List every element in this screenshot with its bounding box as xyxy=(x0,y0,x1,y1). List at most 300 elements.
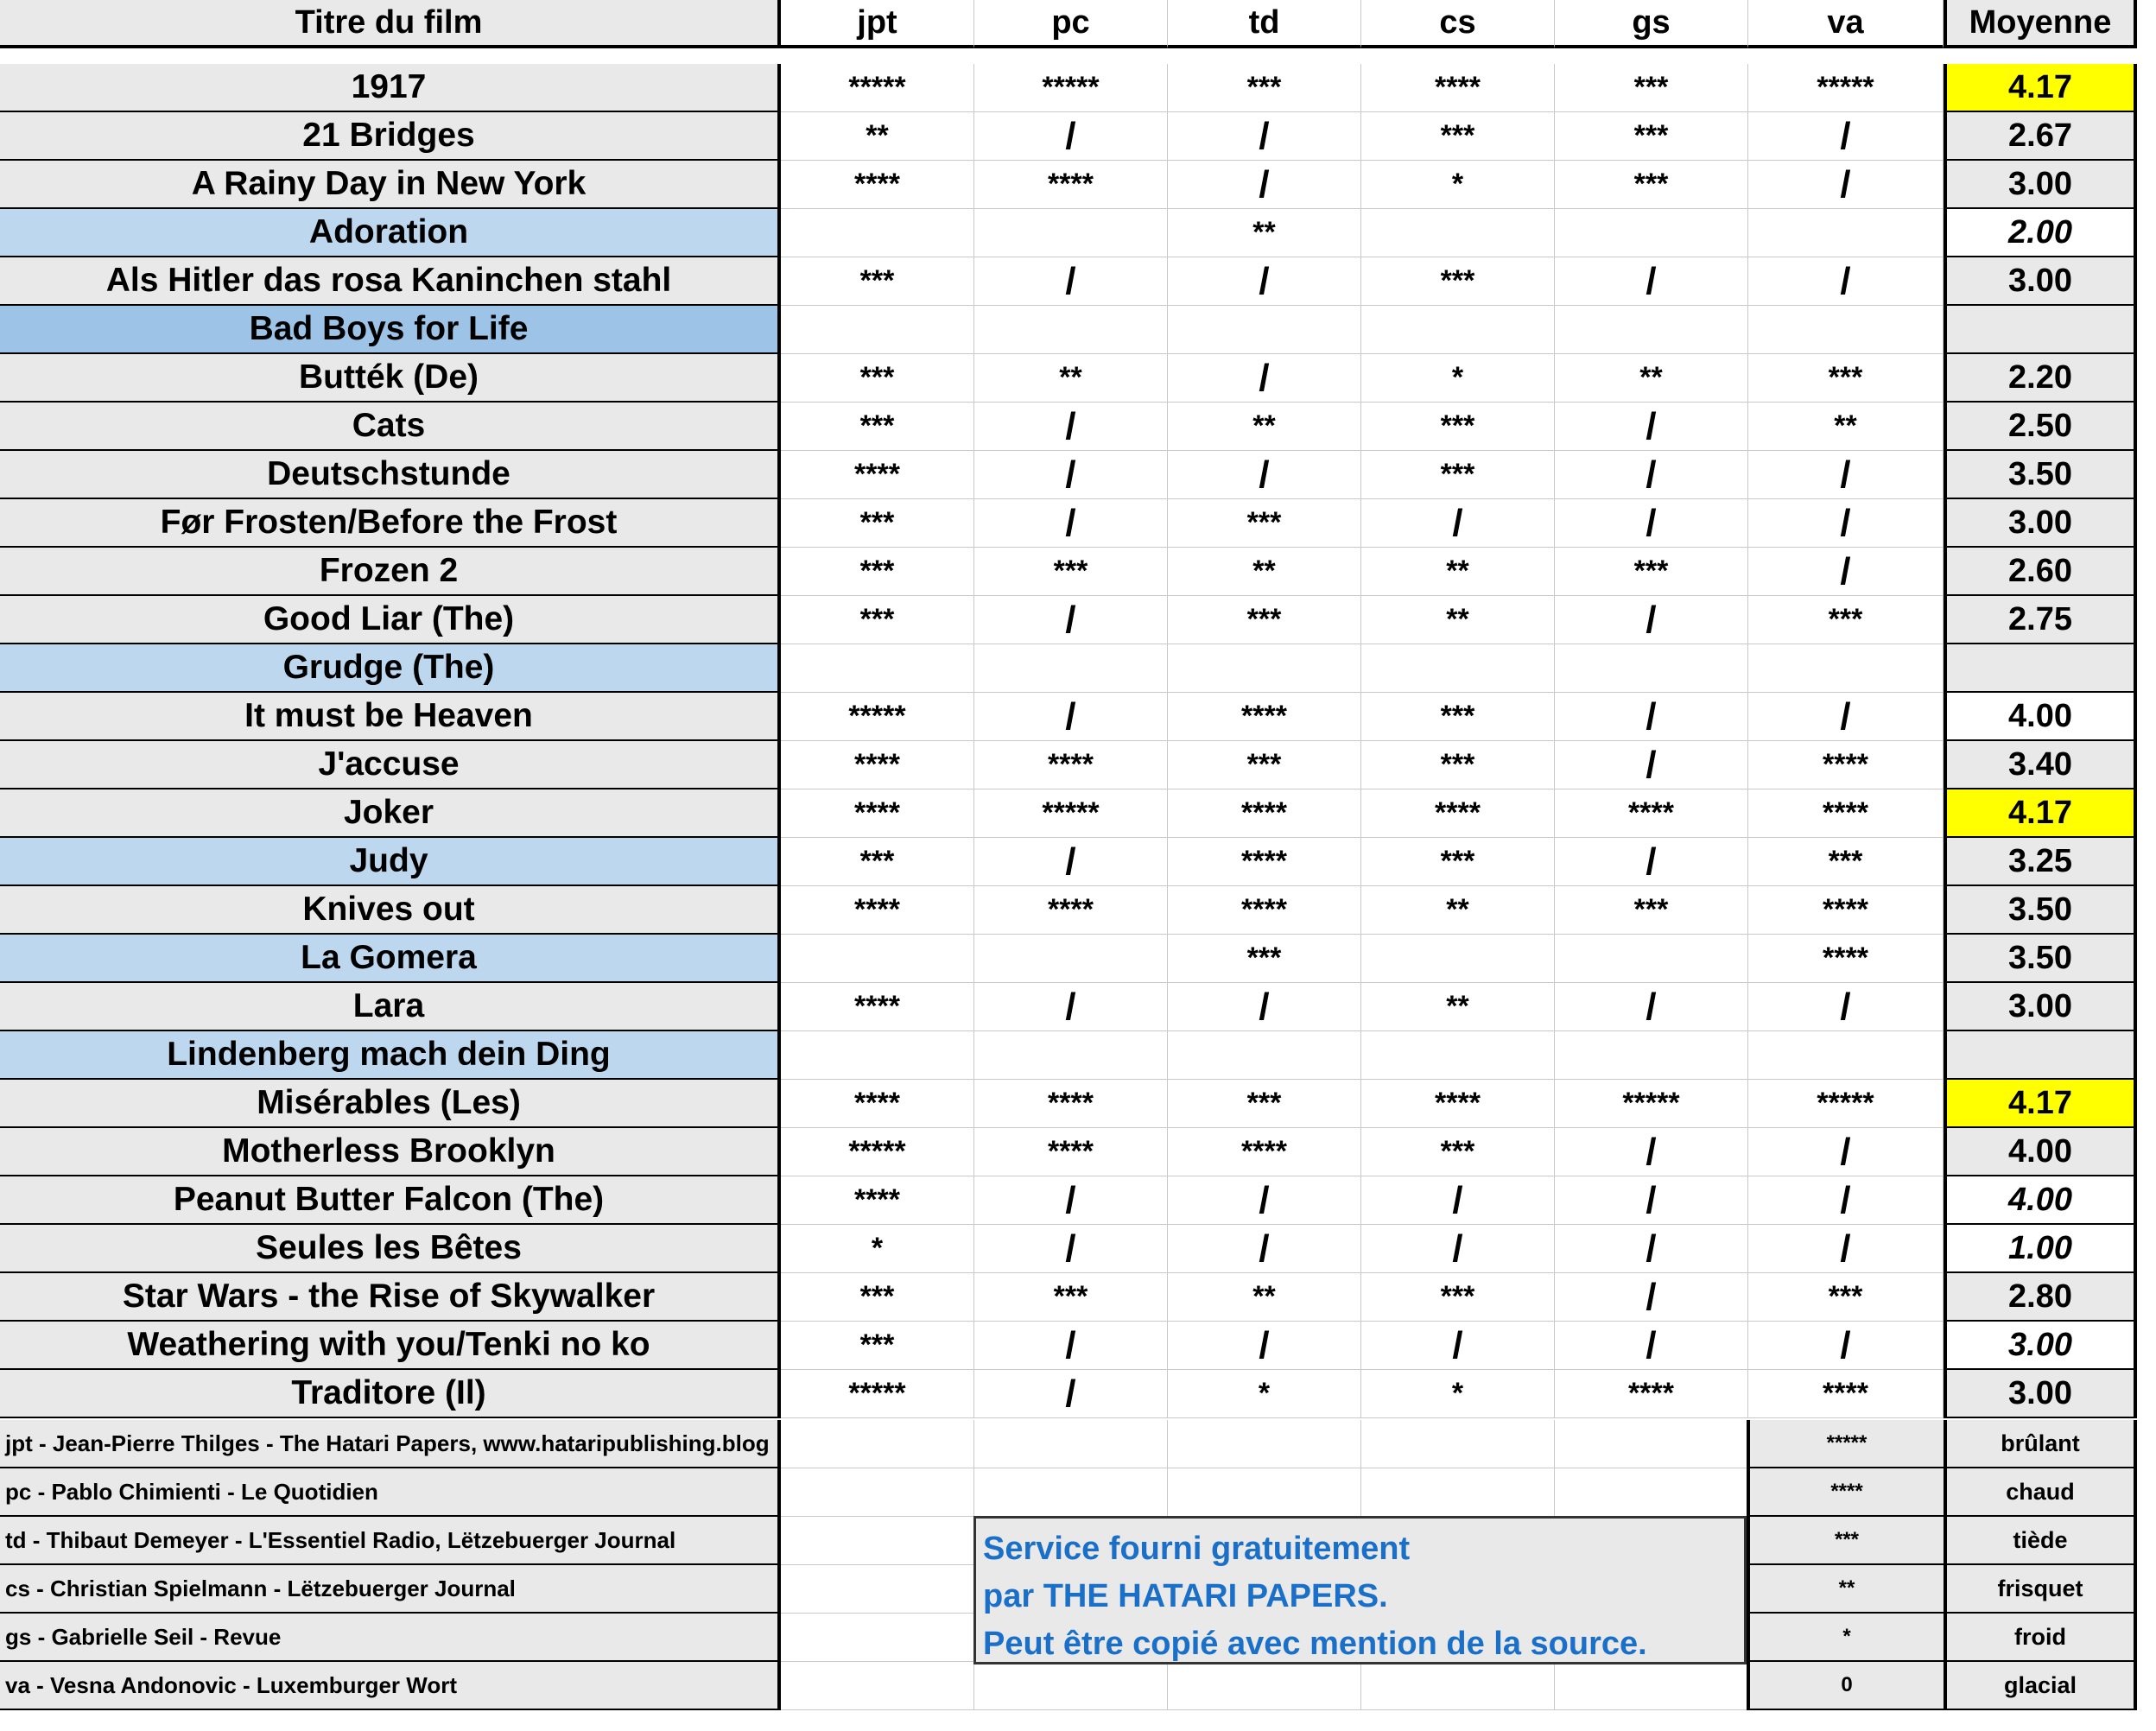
rating-cell: / xyxy=(1748,161,1944,209)
notice-line: par THE HATARI PAPERS. xyxy=(983,1578,1388,1614)
rating-cell: ** xyxy=(781,112,974,161)
table-row xyxy=(0,499,2156,548)
film-title: Seules les Bêtes xyxy=(0,1225,781,1273)
rating-cell: / xyxy=(1748,1128,1944,1176)
rating-cell: ** xyxy=(1168,548,1361,596)
rating-cell: *** xyxy=(1361,257,1555,306)
rating-cell xyxy=(1361,1031,1555,1080)
scale-stars: * xyxy=(1747,1614,1944,1662)
legend-item: jpt - Jean-Pierre Thilges - The Hatari Papers, www.hataripublishing.blog xyxy=(0,1420,781,1468)
rating-cell: * xyxy=(1361,354,1555,403)
average-cell: 2.20 xyxy=(1944,354,2137,403)
rating-cell: ***** xyxy=(1555,1080,1748,1128)
table-row xyxy=(0,983,2156,1031)
rating-cell: / xyxy=(1748,499,1944,548)
rating-cell: *** xyxy=(1555,886,1748,935)
empty-cell xyxy=(1555,1662,1748,1710)
table-row xyxy=(0,1031,2156,1080)
rating-cell xyxy=(1748,209,1944,257)
rating-cell: / xyxy=(1748,693,1944,741)
legend-item: pc - Pablo Chimienti - Le Quotidien xyxy=(0,1468,781,1517)
rating-cell: *** xyxy=(1555,112,1748,161)
table-row xyxy=(0,354,2156,403)
rating-cell: ** xyxy=(1748,403,1944,451)
rating-cell: * xyxy=(1168,1370,1361,1418)
rating-cell: * xyxy=(1361,1370,1555,1418)
rating-cell: / xyxy=(1361,1225,1555,1273)
empty-cell xyxy=(1168,1468,1361,1517)
rating-cell: / xyxy=(1555,257,1748,306)
film-title: 21 Bridges xyxy=(0,112,781,161)
rating-cell xyxy=(1555,935,1748,983)
film-title: Adoration xyxy=(0,209,781,257)
average-cell: 1.00 xyxy=(1944,1225,2137,1273)
table-row xyxy=(0,644,2156,693)
rating-cell: *** xyxy=(1168,64,1361,112)
rating-cell: / xyxy=(1168,161,1361,209)
table-row xyxy=(0,548,2156,596)
empty-cell xyxy=(1361,1662,1555,1710)
film-title: Joker xyxy=(0,789,781,838)
rating-cell: ***** xyxy=(781,693,974,741)
rating-cell xyxy=(781,644,974,693)
rating-cell: **** xyxy=(1168,886,1361,935)
average-cell: 4.17 xyxy=(1944,1080,2137,1128)
empty-cell xyxy=(1168,1662,1361,1710)
table-row xyxy=(0,1322,2156,1370)
legend-item: cs - Christian Spielmann - Lëtzebuerger Journal xyxy=(0,1565,781,1614)
average-cell: 2.50 xyxy=(1944,403,2137,451)
rating-cell: / xyxy=(1555,1225,1748,1273)
scale-stars: ** xyxy=(1747,1565,1944,1614)
rating-cell: / xyxy=(1555,499,1748,548)
rating-cell xyxy=(1361,306,1555,354)
rating-cell: / xyxy=(1361,1176,1555,1225)
rating-cell: **** xyxy=(1555,1370,1748,1418)
header-critic: gs xyxy=(1555,0,1748,48)
header-critic: jpt xyxy=(781,0,974,48)
rating-cell xyxy=(781,306,974,354)
average-cell: 2.00 xyxy=(1944,209,2137,257)
average-cell: 4.00 xyxy=(1944,1176,2137,1225)
legend-item: td - Thibaut Demeyer - L'Essentiel Radio, Lëtzebuerger Journal xyxy=(0,1517,781,1565)
film-title: Misérables (Les) xyxy=(0,1080,781,1128)
empty-cell xyxy=(1168,1420,1361,1468)
film-title: Cats xyxy=(0,403,781,451)
rating-cell: **** xyxy=(974,1080,1168,1128)
legend-item: va - Vesna Andonovic - Luxemburger Wort xyxy=(0,1662,781,1710)
rating-cell: / xyxy=(1555,1273,1748,1322)
table-row xyxy=(0,209,2156,257)
rating-cell: * xyxy=(1361,161,1555,209)
scale-word: tiède xyxy=(1944,1517,2137,1565)
rating-cell: *** xyxy=(974,548,1168,596)
rating-cell: / xyxy=(1748,983,1944,1031)
rating-cell: *** xyxy=(1361,403,1555,451)
header-title: Titre du film xyxy=(0,0,781,48)
rating-cell: / xyxy=(1168,354,1361,403)
table-row xyxy=(0,1176,2156,1225)
rating-cell: / xyxy=(974,403,1168,451)
rating-cell: *** xyxy=(1168,935,1361,983)
rating-cell: ***** xyxy=(781,64,974,112)
rating-cell: / xyxy=(974,112,1168,161)
film-title: J'accuse xyxy=(0,741,781,789)
average-cell: 3.25 xyxy=(1944,838,2137,886)
table-row xyxy=(0,1370,2156,1418)
rating-cell: *** xyxy=(781,596,974,644)
film-title: Grudge (The) xyxy=(0,644,781,693)
rating-cell: / xyxy=(1555,741,1748,789)
rating-cell xyxy=(1555,1031,1748,1080)
average-cell: 4.00 xyxy=(1944,1128,2137,1176)
rating-cell: ** xyxy=(1168,209,1361,257)
rating-cell: / xyxy=(1748,112,1944,161)
rating-cell: / xyxy=(974,693,1168,741)
table-row xyxy=(0,451,2156,499)
rating-cell: / xyxy=(1555,693,1748,741)
rating-cell: **** xyxy=(974,1128,1168,1176)
rating-cell: ***** xyxy=(974,64,1168,112)
rating-cell: **** xyxy=(1748,935,1944,983)
rating-cell: / xyxy=(1361,499,1555,548)
film-title: Lara xyxy=(0,983,781,1031)
rating-cell: / xyxy=(1555,1176,1748,1225)
rating-cell xyxy=(1555,306,1748,354)
empty-cell xyxy=(781,1565,974,1614)
film-title: Als Hitler das rosa Kaninchen stahl xyxy=(0,257,781,306)
film-title: Judy xyxy=(0,838,781,886)
film-title: Good Liar (The) xyxy=(0,596,781,644)
rating-cell xyxy=(1555,209,1748,257)
film-title: Peanut Butter Falcon (The) xyxy=(0,1176,781,1225)
average-cell: 3.50 xyxy=(1944,886,2137,935)
scale-word: frisquet xyxy=(1944,1565,2137,1614)
rating-cell: / xyxy=(1555,1128,1748,1176)
empty-cell xyxy=(781,1420,974,1468)
rating-cell: / xyxy=(974,257,1168,306)
rating-cell: **** xyxy=(781,161,974,209)
film-title: Frozen 2 xyxy=(0,548,781,596)
table-row xyxy=(0,935,2156,983)
rating-cell: / xyxy=(1361,1322,1555,1370)
rating-cell: **** xyxy=(1748,1370,1944,1418)
rating-cell: *** xyxy=(781,1322,974,1370)
film-title: 1917 xyxy=(0,64,781,112)
scale-stars: *** xyxy=(1747,1517,1944,1565)
rating-cell: **** xyxy=(1748,741,1944,789)
rating-cell: *** xyxy=(1748,1273,1944,1322)
table-row xyxy=(0,886,2156,935)
rating-cell: ***** xyxy=(781,1128,974,1176)
rating-cell: **** xyxy=(1168,789,1361,838)
rating-cell: *** xyxy=(1168,741,1361,789)
rating-cell: ** xyxy=(1361,983,1555,1031)
rating-cell: / xyxy=(1168,1176,1361,1225)
table-row xyxy=(0,596,2156,644)
average-cell xyxy=(1944,306,2137,354)
rating-cell: *** xyxy=(781,354,974,403)
rating-cell: *** xyxy=(1748,354,1944,403)
rating-cell xyxy=(781,1031,974,1080)
empty-cell xyxy=(1555,1468,1748,1517)
rating-cell: *** xyxy=(1361,112,1555,161)
rating-cell: **** xyxy=(1555,789,1748,838)
film-title: Bad Boys for Life xyxy=(0,306,781,354)
rating-cell: / xyxy=(974,1176,1168,1225)
table-row xyxy=(0,257,2156,306)
rating-cell: *** xyxy=(1168,499,1361,548)
rating-cell xyxy=(1361,209,1555,257)
rating-cell: *** xyxy=(974,1273,1168,1322)
rating-cell: / xyxy=(1555,983,1748,1031)
rating-cell: / xyxy=(974,596,1168,644)
legend-item: gs - Gabrielle Seil - Revue xyxy=(0,1614,781,1662)
rating-cell: *** xyxy=(1555,64,1748,112)
rating-cell: *** xyxy=(1168,596,1361,644)
rating-cell: **** xyxy=(781,1176,974,1225)
table-row xyxy=(0,693,2156,741)
average-cell: 3.00 xyxy=(1944,499,2137,548)
scale-stars: ***** xyxy=(1747,1420,1944,1468)
rating-cell: / xyxy=(1748,548,1944,596)
rating-cell: *** xyxy=(781,1273,974,1322)
table-row xyxy=(0,64,2156,112)
rating-cell: ** xyxy=(1361,886,1555,935)
empty-cell xyxy=(781,1662,974,1710)
rating-cell: / xyxy=(1748,1225,1944,1273)
rating-cell: / xyxy=(1555,403,1748,451)
table-row xyxy=(0,403,2156,451)
rating-cell: / xyxy=(1555,451,1748,499)
film-title: Butték (De) xyxy=(0,354,781,403)
rating-cell xyxy=(1748,644,1944,693)
rating-cell: / xyxy=(1168,112,1361,161)
rating-cell: / xyxy=(1748,1322,1944,1370)
rating-cell xyxy=(974,1031,1168,1080)
table-row xyxy=(0,789,2156,838)
header-critic: cs xyxy=(1361,0,1555,48)
rating-cell: *** xyxy=(1748,838,1944,886)
average-cell: 3.00 xyxy=(1944,1370,2137,1418)
rating-cell: / xyxy=(974,1370,1168,1418)
rating-cell xyxy=(1168,306,1361,354)
rating-cell: **** xyxy=(781,789,974,838)
rating-cell: *** xyxy=(781,838,974,886)
rating-cell xyxy=(1748,306,1944,354)
rating-cell: * xyxy=(781,1225,974,1273)
rating-cell: **** xyxy=(1168,838,1361,886)
average-cell: 4.17 xyxy=(1944,64,2137,112)
rating-cell: *** xyxy=(1555,161,1748,209)
rating-cell: / xyxy=(1555,596,1748,644)
rating-cell: **** xyxy=(781,1080,974,1128)
average-cell: 3.50 xyxy=(1944,935,2137,983)
average-cell: 3.00 xyxy=(1944,161,2137,209)
header-average: Moyenne xyxy=(1944,0,2137,48)
table-row xyxy=(0,306,2156,354)
rating-cell: / xyxy=(1555,838,1748,886)
rating-cell: **** xyxy=(781,983,974,1031)
film-title: It must be Heaven xyxy=(0,693,781,741)
film-title: Star Wars - the Rise of Skywalker xyxy=(0,1273,781,1322)
rating-cell: *** xyxy=(781,548,974,596)
rating-cell: *** xyxy=(1555,548,1748,596)
rating-cell: *** xyxy=(1168,1080,1361,1128)
rating-cell: *** xyxy=(1361,838,1555,886)
rating-cell: / xyxy=(1168,451,1361,499)
rating-cell: ***** xyxy=(1748,1080,1944,1128)
rating-cell: ***** xyxy=(974,789,1168,838)
rating-cell: / xyxy=(1748,257,1944,306)
rating-cell xyxy=(1748,1031,1944,1080)
average-cell: 3.40 xyxy=(1944,741,2137,789)
rating-cell: **** xyxy=(1168,1128,1361,1176)
rating-cell: *** xyxy=(1361,741,1555,789)
rating-cell xyxy=(1168,1031,1361,1080)
rating-cell xyxy=(974,644,1168,693)
rating-cell: **** xyxy=(1748,886,1944,935)
empty-cell xyxy=(1555,1420,1748,1468)
rating-cell: ** xyxy=(1168,403,1361,451)
average-cell: 3.00 xyxy=(1944,257,2137,306)
rating-cell: **** xyxy=(1168,693,1361,741)
average-cell: 4.00 xyxy=(1944,693,2137,741)
notice-box xyxy=(973,1516,1747,1664)
film-title: Lindenberg mach dein Ding xyxy=(0,1031,781,1080)
rating-cell: / xyxy=(974,451,1168,499)
table-row xyxy=(0,161,2156,209)
empty-cell xyxy=(974,1662,1168,1710)
rating-cell: / xyxy=(1168,1322,1361,1370)
rating-cell: **** xyxy=(781,451,974,499)
rating-cell: / xyxy=(974,1225,1168,1273)
empty-cell xyxy=(781,1614,974,1662)
rating-cell: *** xyxy=(781,499,974,548)
average-cell: 2.80 xyxy=(1944,1273,2137,1322)
empty-cell xyxy=(1361,1420,1555,1468)
header-critic: va xyxy=(1748,0,1944,48)
rating-cell: **** xyxy=(1361,64,1555,112)
film-title: Traditore (Il) xyxy=(0,1370,781,1418)
rating-cell: **** xyxy=(1361,1080,1555,1128)
rating-cell: / xyxy=(1168,1225,1361,1273)
rating-cell: *** xyxy=(1748,596,1944,644)
rating-cell: *** xyxy=(781,403,974,451)
film-title: Motherless Brooklyn xyxy=(0,1128,781,1176)
rating-cell: ** xyxy=(974,354,1168,403)
average-cell: 3.00 xyxy=(1944,1322,2137,1370)
scale-stars: **** xyxy=(1747,1468,1944,1517)
rating-cell xyxy=(1361,935,1555,983)
rating-cell: / xyxy=(1168,983,1361,1031)
average-cell: 2.67 xyxy=(1944,112,2137,161)
table-row xyxy=(0,1128,2156,1176)
rating-cell xyxy=(974,935,1168,983)
film-title: Deutschstunde xyxy=(0,451,781,499)
table-row xyxy=(0,741,2156,789)
film-title: Knives out xyxy=(0,886,781,935)
empty-cell xyxy=(781,1468,974,1517)
rating-cell: / xyxy=(974,1322,1168,1370)
rating-cell xyxy=(974,209,1168,257)
empty-cell xyxy=(974,1420,1168,1468)
rating-cell: / xyxy=(1748,451,1944,499)
scale-word: glacial xyxy=(1944,1662,2137,1710)
rating-cell: *** xyxy=(1361,693,1555,741)
rating-cell: *** xyxy=(1361,1128,1555,1176)
header-row xyxy=(0,0,2156,48)
film-title: A Rainy Day in New York xyxy=(0,161,781,209)
notice-line: Peut être copié avec mention de la source. xyxy=(983,1626,1647,1662)
table-row xyxy=(0,838,2156,886)
film-title: Weathering with you/Tenki no ko xyxy=(0,1322,781,1370)
rating-cell: ** xyxy=(1555,354,1748,403)
scale-word: chaud xyxy=(1944,1468,2137,1517)
rating-cell: *** xyxy=(781,257,974,306)
average-cell xyxy=(1944,1031,2137,1080)
table-row xyxy=(0,1225,2156,1273)
rating-cell: / xyxy=(1168,257,1361,306)
empty-cell xyxy=(974,1468,1168,1517)
rating-cell xyxy=(781,209,974,257)
rating-cell: **** xyxy=(781,741,974,789)
scale-word: froid xyxy=(1944,1614,2137,1662)
header-critic: td xyxy=(1168,0,1361,48)
empty-cell xyxy=(781,1517,974,1565)
scale-stars: 0 xyxy=(1747,1662,1944,1710)
average-cell: 2.75 xyxy=(1944,596,2137,644)
rating-cell: ** xyxy=(1168,1273,1361,1322)
rating-cell: ** xyxy=(1361,596,1555,644)
rating-cell: / xyxy=(1748,1176,1944,1225)
rating-cell xyxy=(1361,644,1555,693)
header-critic: pc xyxy=(974,0,1168,48)
rating-cell xyxy=(1168,644,1361,693)
average-cell: 2.60 xyxy=(1944,548,2137,596)
rating-cell: / xyxy=(974,983,1168,1031)
average-cell xyxy=(1944,644,2137,693)
empty-cell xyxy=(1361,1468,1555,1517)
average-cell: 3.00 xyxy=(1944,983,2137,1031)
film-title: Før Frosten/Before the Frost xyxy=(0,499,781,548)
rating-cell xyxy=(1555,644,1748,693)
rating-cell xyxy=(781,935,974,983)
rating-cell: **** xyxy=(1361,789,1555,838)
rating-cell: / xyxy=(974,838,1168,886)
rating-cell: **** xyxy=(974,886,1168,935)
table-row xyxy=(0,1273,2156,1322)
rating-cell: *** xyxy=(1361,451,1555,499)
table-row xyxy=(0,1080,2156,1128)
notice-line: Service fourni gratuitement xyxy=(983,1531,1411,1567)
table-row xyxy=(0,112,2156,161)
rating-cell: *** xyxy=(1361,1273,1555,1322)
rating-cell: / xyxy=(1555,1322,1748,1370)
rating-cell: **** xyxy=(974,161,1168,209)
rating-cell: **** xyxy=(974,741,1168,789)
rating-cell: ** xyxy=(1361,548,1555,596)
scale-word: brûlant xyxy=(1944,1420,2137,1468)
rating-cell xyxy=(974,306,1168,354)
rating-cell: ***** xyxy=(781,1370,974,1418)
average-cell: 4.17 xyxy=(1944,789,2137,838)
rating-cell: **** xyxy=(1748,789,1944,838)
film-title: La Gomera xyxy=(0,935,781,983)
average-cell: 3.50 xyxy=(1944,451,2137,499)
rating-cell: **** xyxy=(781,886,974,935)
rating-cell: / xyxy=(974,499,1168,548)
